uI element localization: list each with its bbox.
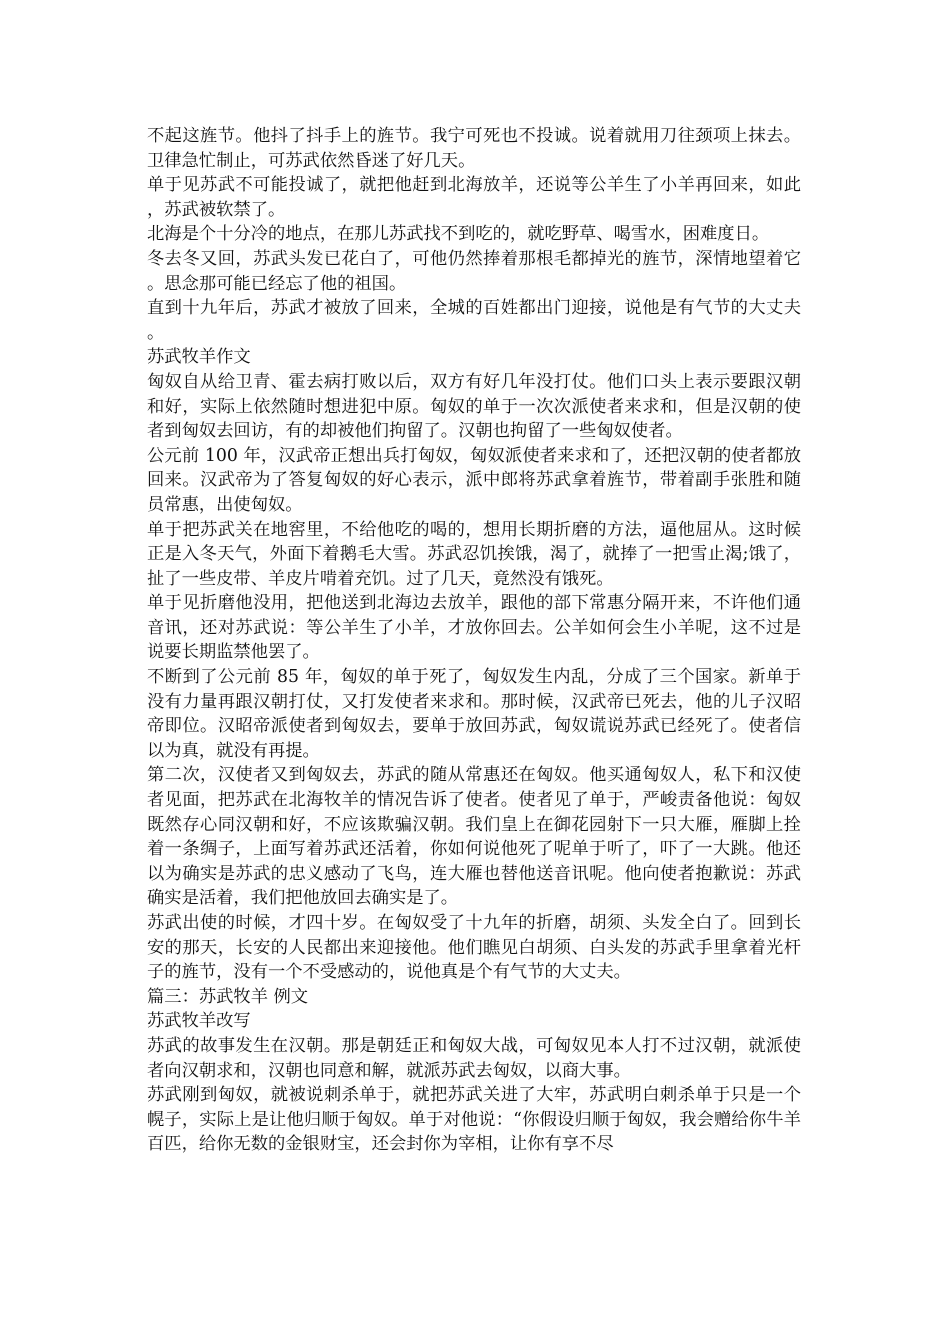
- paragraph-10: 单于见折磨他没用，把他送到北海边去放羊，跟他的部下常惠分隔开来，不许他们通音讯，还对苏武说：等公羊生了小羊，才放你回去。公羊如何会生小羊呢，这不过是说要长期监禁他罢了。: [147, 593, 801, 663]
- document-page: [147, 124, 801, 1157]
- paragraph-11: 不断到了公元前 85 年，匈奴的单于死了，匈奴发生内乱，分成了三个国家。新单于没有力量再跟汉朝打仗，又打发使者来求和。那时候，汉武帝已死去，他的儿子汉昭帝即位。汉昭帝派使者到匈奴去，要单于放回苏武，匈奴谎说苏武已经死了。使者信以为真，就没有再提。: [147, 667, 801, 761]
- subsection-heading: 苏武牧羊改写: [147, 1011, 251, 1032]
- paragraph-4: 冬去冬又回，苏武头发已花白了，可他仍然捧着那根毛都掉光的旌节，深情地望着它。思念那可能已经忘了他的祖国。: [147, 248, 801, 294]
- chapter-heading: 篇三：苏武牧羊 例文: [147, 986, 309, 1007]
- paragraph-17: 苏武刚到匈奴，就被说刺杀单于，就把苏武关进了大牢，苏武明白刺杀单于只是一个幌子，实际上是让他归顺于匈奴。单于对他说：“你假设归顺于匈奴，我会赠给你牛羊百匹，给你无数的金银财宝，还会封你为宰相，让你有享不尽: [147, 1085, 801, 1155]
- paragraph-3: 北海是个十分冷的地点，在那儿苏武找不到吃的，就吃野草、喝雪水，困难度日。: [147, 224, 770, 245]
- paragraph-8: 公元前 100 年，汉武帝正想出兵打匈奴，匈奴派使者来求和了，还把汉朝的使者都放回来。汉武帝为了答复匈奴的好心表示，派中郎将苏武拿着旌节，带着副手张胜和随员常惠，出使匈奴。: [147, 445, 801, 515]
- paragraph-7: 匈奴自从给卫青、霍去病打败以后，双方有好几年没打仗。他们口头上表示要跟汉朝和好，实际上依然随时想进犯中原。匈奴的单于一次次派使者来求和，但是汉朝的使者到匈奴去回访，有的却被他们拘留了。汉朝也拘留了一些匈奴使者。: [147, 371, 801, 442]
- paragraph-5: 直到十九年后，苏武才被放了回来，全城的百姓都出门迎接，说他是有气节的大丈夫。: [147, 298, 801, 343]
- paragraph-9: 单于把苏武关在地窖里，不给他吃的喝的，想用长期折磨的方法，逼他屈从。这时候正是入冬天气，外面下着鹅毛大雪。苏武忍饥挨饿，渴了，就捧了一把雪止渴;饿了，扯了一些皮带、羊皮片啃着充饥。过了几天，竟然没有饿死。: [147, 519, 801, 589]
- paragraph-12: 第二次，汉使者又到匈奴去，苏武的随从常惠还在匈奴。他买通匈奴人，私下和汉使者见面，把苏武在北海牧羊的情况告诉了使者。使者见了单于，严峻责备他说：匈奴既然存心同汉朝和好，不应该欺骗汉朝。我们皇上在御花园射下一只大雁，雁脚上拴着一条绸子，上面写着苏武还活着，你如何说他死了呢单于听了，吓了一大跳。他还以为确实是苏武的忠义感动了飞鸟，连大雁也替他送音讯呢。他向使者抱歉说：苏武确实是活着，我们把他放回去确实是了。: [147, 765, 801, 909]
- paragraph-13: 苏武出使的时候，才四十岁。在匈奴受了十九年的折磨，胡须、头发全白了。回到长安的那天，长安的人民都出来迎接他。他们瞧见白胡须、白头发的苏武手里拿着光杆子的旌节，没有一个不受感动的，说他真是个有气节的大丈夫。: [147, 913, 801, 983]
- section-heading: 苏武牧羊作文: [147, 347, 251, 368]
- paragraph-2: 单于见苏武不可能投诚了，就把他赶到北海放羊，还说等公羊生了小羊再回来，如此，苏武被软禁了。: [147, 175, 801, 220]
- paragraph-1: 不起这旌节。他抖了抖手上的旌节。我宁可死也不投诚。说着就用刀往颈项上抹去。卫律急忙制止，可苏武依然昏迷了好几天。: [147, 126, 801, 171]
- paragraph-16: 苏武的故事发生在汉朝。那是朝廷正和匈奴大战，可匈奴见本人打不过汉朝，就派使者向汉朝求和，汉朝也同意和解，就派苏武去匈奴，以商大事。: [147, 1035, 801, 1081]
